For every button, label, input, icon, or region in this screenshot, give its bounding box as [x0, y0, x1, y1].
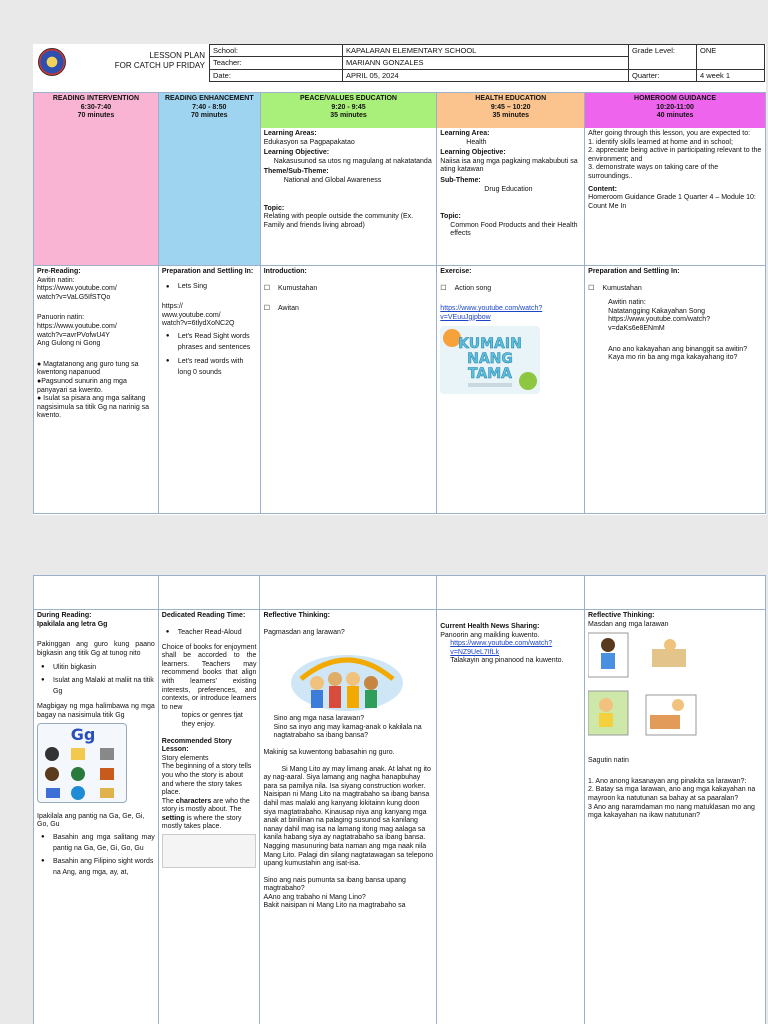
homeroom-content: Homeroom Guidance Grade 1 Quarter 4 – Module 10: Count Me In [588, 194, 756, 210]
peace-theme: National and Global Awareness [283, 176, 382, 184]
story-elements-text: The characters are who the story is mostly about. The setting is where the story mostly takes place. [161, 797, 250, 831]
lesson-table-page-2 [33, 575, 766, 1024]
action-song-link[interactable]: https://www.youtube.com/watch?v=VEuuJgjpbow [440, 305, 543, 321]
header-reading-intervention: READING INTERVENTION 6:30-7:40 70 minutes [34, 93, 159, 266]
lesson-table-page-1 [33, 92, 766, 514]
header-health-education: HEALTH EDUCATION 9:45 – 10:20 35 minutes [437, 93, 584, 128]
health-objective: Naiisa isa ang mga pagkaing makabubuti sa ating katawan [440, 157, 578, 174]
pre-reading-cell: Pre-Reading: Awitin natin: https://www.youtube.com/ watch?v=VaLG5IfSTQo Panuorin natin: https://www.youtube.com/ watch?v=avrPVofwU4Y Ang Gulong ni Gong ● Magtatanong ang guro tung sa kwentong napanuod ●Pagsunod sunurin ang mga panyayari sa kwento. ● Isulat sa pisara ang mga salitang nagsisimula sa titik Gg na narinig sa kwento. [34, 266, 159, 514]
homeroom-song-link[interactable]: https://www.youtube.com/watch? [608, 316, 711, 324]
date-value: APRIL 05, 2024 [343, 69, 629, 81]
health-cell: HEALTH EDUCATION 9:45 – 10:20 35 minutes Learning Area: Health Learning Objective: Naiisa isa ang mga pagkaing makabubuti sa ating katawan Sub-Theme: Drug Education Topic: Common Food Products and their Health effects [437, 93, 585, 266]
peace-learning-areas: Edukasyon sa Pagpapakatao [263, 138, 355, 146]
grade-label: Grade Level: [629, 45, 697, 57]
header-info-table [209, 44, 765, 82]
health-theme: Drug Education [484, 185, 533, 193]
story-worksheet-image [162, 834, 257, 868]
quarter-value: 4 week 1 [697, 69, 765, 81]
peace-objective: Nakasusunod sa utos ng magulang at nakatatanda [273, 157, 432, 165]
lesson-plan-title: LESSON PLAN FOR CATCH UP FRIDAY [114, 51, 205, 70]
dedicated-reading-cell: Dedicated Reading Time: ● Teacher Read-Aloud Choice of books for enjoyment shall be accorded to the learners. Teachers may recommend books that align with learners' existing interests, preferences, and contexts, or introduce learners to new topics or genres tjat they enjoy. Recommended Story Lesson: Story elements The beginning of a story tells you who the story is about and where the story takes place. The characters are who the story is mostly about. The setting is where the story mostly takes place. [158, 610, 260, 1024]
health-news-link[interactable]: https://www.youtube.com/watch?v=NZ9UeL7IfLk [450, 640, 553, 656]
header-reading-enhancement: READING ENHANCEMENT 7:40 - 8:50 70 minutes [158, 93, 260, 266]
image-line-3: TAMA [468, 366, 513, 383]
page-2 [33, 575, 766, 1024]
page-1 [33, 44, 766, 515]
date-label: Date: [210, 69, 343, 81]
school-value: KAPALARAN ELEMENTARY SCHOOL [343, 45, 629, 57]
workers-image [287, 643, 407, 715]
kumain-nang-tama-image [440, 326, 540, 394]
mang-lito-story: Si Mang Lito ay may limang anak. At lahat ng ito ay nag-aaral. Siya lamang ang nagha hanapbuhay para sa pamilya nila. Isa siyang construction worker. Naisipan ni Mang Lito na magtrabaho sa ibang bansa dahil mas malaki ang kanyang kikitainn kung doon siya magtatrabaho. Kinausap niya ang kanyang mga anak at binilinan na palaging susunod sa kanilang nanay dahil mag isa na lamang itong mag aalaga sa kanila habang siya ay nagtatrabaho sa ibang bansa. Nagging masunuring bata naman ang mga naak nila Mang Lito. Palagi din silang nagtatawagan sa telepono upang kumustahin ang isat-isa. [263, 765, 434, 868]
story-video-link[interactable]: https://www.youtube.com/ [37, 322, 117, 330]
deped-seal-logo [38, 48, 66, 76]
health-news-cell: Current Health News Sharing: Panoorin ang maikling kuwento. https://www.youtube.com/watch?v=NZ9UeL7IfLk Talakayin ang pinanood na kuwento. [437, 610, 585, 1024]
header-homeroom-guidance: HOMEROOM GUIDANCE 10:20-11:00 40 minutes [585, 93, 765, 128]
header-peace-values: PEACE/VALUES EDUCATION 9:20 - 9:45 35 minutes [261, 93, 437, 128]
homeroom-preparation-cell: Preparation and Settling In: ☐ Kumustahan Awitin natin: Natatangging Kakayahan Song https://www.youtube.com/watch? v=daKs6e8ENmM Ano ano kakayahan ang binanggit sa awitin? Kaya mo rin ba ang mga kakayahang ito? [585, 266, 766, 514]
exercise-cell: Exercise: ☐ Action song https://www.youtube.com/watch?v=VEuuJgjpbow KUMAIN NANG TAMA [437, 266, 585, 514]
during-reading-cell: During Reading: Ipakilala ang letra Gg Pakinggan ang guro kung paano bigkasin ang titik Gg at tunog nito ● Ulitin bigkasin ● Isulat ang Malaki at maliit na titik Gg Magbigay ng mga halimbawa ng mga bagay na nasisimula titik Gg Gg Ipakilala ang pantig na Ga, Ge, Gi, Go, Gu ● Basahin ang mga salitang may pantig na Ga, Ge, Gi, Go, Gu ● Basahin ang Filipino sight words na Ang, ang mga, ay, at, [34, 610, 159, 1024]
introduction-cell: Introduction: ☐ Kumustahan ☐ Awitan [260, 266, 437, 514]
school-label: School: [210, 45, 343, 57]
homeroom-reflective-cell: Reflective Thinking: Masdan ang mga larawan Sagutin natin 1. Ano anong kasanayan ang pinakita sa larawan?: 2. Batay sa mga larawan, ano ang mga kakayahan na mayroon ka natutunan sa bahay at sa paaralan? 3 Ano ang naramdaman mo nang matuklasan mo ang mga kakayahan na ikaw natutunan? [585, 610, 766, 1024]
homeroom-intro: After going through this lesson, you are expected to: [588, 130, 751, 137]
peace-values-cell: PEACE/VALUES EDUCATION 9:20 - 9:45 35 minutes Learning Areas: Edukasyon sa Pagpapakatao Learning Objective: Nakasusunod sa utos ng magulang at nakatatanda Theme/Sub-Theme: National and Global Awareness Topic: Relating with people outside the community (Ex. Family and friends living abroad) [260, 93, 437, 266]
preparation-cell: Preparation and Settling In: ● Lets Sing https:// www.youtube.com/ watch?v=6tlydXoNC2Q ● Let's Read Sight words phrases and sentences ● Let's read words with long 0 sounds [158, 266, 260, 514]
letter-gg-chart-image [37, 723, 127, 803]
peace-topic: Relating with people outside the community (Ex. Family and friends living abroad) [263, 213, 414, 229]
health-topic: Common Food Products and their Health effects [450, 221, 578, 238]
homeroom-cell: HOMEROOM GUIDANCE 10:20-11:00 40 minutes After going through this lesson, you are expected to: 1. identify skills learned at home and in school; 2. appreciate being active in participating relevant to the environment; and 3. demonstrate ways on taking care of the surroundings.. Content: Homeroom Guidance Grade 1 Quarter 4 – Module 10: Count Me In [585, 93, 766, 266]
teacher-value: MARIANN GONZALES [343, 57, 629, 69]
lets-sing-item: ● Lets Sing [162, 283, 257, 292]
chart-title: Gg [70, 724, 96, 744]
song-link[interactable]: https://www.youtube.com/ [37, 285, 117, 293]
quarter-label: Quarter: [629, 69, 697, 81]
reflective-thinking-cell: Reflective Thinking: Pagmasdan ang larawan? Sino ang mga nasa larawan? Sino sa inyo ang may kamag-anak o kakilala na nagtatrabaho sa ibang bansa? Makinig sa kuwentong babasahin ng guro. Si Mang Lito ay may limang anak. At lahat ng ito ay nag-aaral. Siya lamang ang nagha hanapbuhay para sa pamilya nila. Isa siyang construction worker. Naisipan ni Mang Lito na magtrabaho sa ibang bansa dahil mas malaki ang kanyang kikitainn kung doon siya magtatrabaho. Kinausap niya ang kanyang mga anak at binilinan na palaging susunod sa kanilang nanay dahil mag isa na lamang itong mag aalaga sa kanila habang siya ay nagtatrabaho sa ibang bansa. Nagging masunuring bata naman ang mga naak nila Mang Lito. Palagi din silang nagtatawagan sa telepono upang kumustahin ang isat-isa. Sino ang nais pumunta sa ibang bansa upang magtrabaho? AAno ang trabaho ni Mang Lino? Bakit naisipan ni Mang Lito na magtrabaho sa [260, 610, 437, 1024]
lesson-header [33, 44, 766, 81]
sing-link[interactable]: www.youtube.com/ [161, 311, 221, 319]
skills-images [588, 631, 762, 749]
image-line-1: KUMAIN [458, 336, 523, 353]
teacher-label: Teacher: [210, 57, 343, 69]
image-line-2: NANG [467, 351, 514, 368]
health-area: Health [466, 138, 487, 146]
grade-value: ONE [697, 45, 765, 57]
